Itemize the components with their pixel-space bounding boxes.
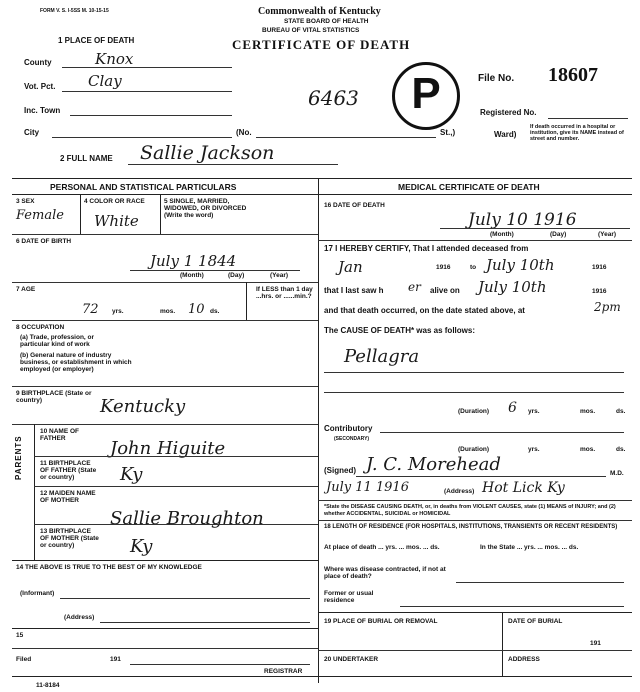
mother-label: 12 MAIDEN NAME OF MOTHER	[40, 490, 96, 504]
father-birthplace-value: Ky	[120, 464, 143, 485]
footer-code: 11-8184	[36, 682, 60, 689]
contributory-label: Contributory	[324, 424, 373, 433]
st-label: St.,)	[440, 128, 456, 137]
handwritten-number: 6463	[308, 86, 359, 110]
former-residence: Former or usual residence	[324, 590, 374, 604]
signed-address-label: (Address)	[444, 488, 475, 495]
filed-year: 191	[110, 656, 121, 663]
full-name-label: 2 FULL NAME	[60, 154, 113, 163]
age-label: 7 AGE	[16, 286, 36, 293]
in-the-state: In the State ... yrs. ... mos. ... ds.	[480, 544, 579, 551]
city-label: City	[24, 128, 40, 137]
attended-to-year: 1916	[592, 264, 607, 271]
cause-label: The CAUSE OF DEATH* was as follows:	[324, 326, 475, 335]
cause-note: *State the DISEASE CAUSING DEATH, or, in deaths from VIOLENT CAUSES, state (1) MEANS of INJURY; and (2) whether ACCIDENTAL, SUICIDAL or HOMICIDAL	[324, 504, 616, 517]
county-label: County	[24, 58, 52, 67]
marital-label: 5 SINGLE, MARRIED, WIDOWED, OR DIVORCED (Write the word)	[164, 198, 247, 219]
signed-date: July 11 1916	[326, 480, 409, 495]
dob-month-label: (Month)	[180, 272, 204, 279]
birthplace-value: Kentucky	[100, 396, 186, 417]
duration-value: 6	[508, 400, 517, 416]
occupation-a: (a) Trade, profession, or particular kind of work	[20, 334, 95, 348]
place-label: 1 PLACE OF DEATH	[58, 36, 135, 45]
certify-label: 17 I HEREBY CERTIFY, That I attended deceased from	[324, 244, 529, 253]
color-label: 4 COLOR OR RACE	[84, 198, 145, 205]
at-place-of-death: At place of death ... yrs. ... mos. ... ds.	[324, 544, 440, 551]
hospital-note: If death occurred in a hospital or institution, give its NAME instead of street and number.	[530, 124, 624, 142]
registered-label: Registered No.	[480, 108, 537, 117]
color-value: White	[94, 212, 139, 230]
sex-value: Female	[16, 208, 64, 223]
dod-year-label: (Year)	[598, 231, 617, 238]
birthplace-label: 9 BIRTHPLACE (State or country)	[16, 390, 92, 404]
dod-day-label: (Day)	[550, 231, 567, 238]
signed-address-value: Hot Lick Ky	[482, 480, 565, 496]
sex-label: 3 SEX	[16, 198, 35, 205]
mother-value: Sallie Broughton	[110, 508, 264, 529]
dob-day-label: (Day)	[228, 272, 245, 279]
age-months-value: 10	[188, 302, 205, 317]
residence-label: 18 LENGTH OF RESIDENCE (FOR HOSPITALS, INSTITUTIONS, TRANSIENTS OR RECENT RESIDENTS)	[324, 524, 618, 530]
undertaker-address-label: ADDRESS	[508, 656, 540, 663]
contributory-mos: mos.	[580, 446, 596, 453]
vot-label: Vot. Pct.	[24, 82, 56, 91]
medical-section-title: MEDICAL CERTIFICATE OF DEATH	[398, 182, 540, 192]
full-name-value: Sallie Jackson	[140, 142, 275, 164]
contributory-duration-label: (Duration)	[458, 446, 490, 453]
occupation-b: (b) General nature of industry business, or establishment in which employed (or employer)	[20, 352, 132, 373]
bureau-title: BUREAU OF VITAL STATISTICS	[262, 27, 360, 34]
registrar-label: REGISTRAR	[264, 668, 303, 675]
informant-title: 14 THE ABOVE IS TRUE TO THE BEST OF MY KNOWLEDGE	[16, 564, 202, 571]
signed-label: (Signed)	[324, 466, 356, 475]
burial-label: 19 PLACE OF BURIAL OR REMOVAL	[324, 618, 438, 625]
age-yrs-label: yrs.	[112, 308, 124, 315]
county-value: Knox	[95, 50, 134, 68]
last-saw-label: that I last saw h	[324, 286, 384, 295]
contributory-yrs: yrs.	[528, 446, 540, 453]
occurred-value: 2pm	[594, 300, 621, 314]
duration-mos: mos.	[580, 408, 596, 415]
mother-birthplace-label: 13 BIRTHPLACE OF MOTHER (State or country)	[40, 528, 99, 549]
stamp-p: P	[392, 62, 460, 130]
alive-on-value: July 10th	[478, 278, 547, 296]
burial-date-label: DATE OF BURIAL	[508, 618, 563, 625]
inc-town-label: Inc. Town	[24, 106, 61, 115]
file-no-value: 18607	[548, 64, 598, 86]
no-label: (No.	[236, 128, 252, 137]
vot-value: Clay	[88, 72, 122, 90]
personal-section-title: PERSONAL AND STATISTICAL PARTICULARS	[50, 182, 237, 192]
parents-label: PARENTS	[14, 435, 23, 480]
form-number: FORM V. S. I-5SS M. 10-15-15	[40, 8, 109, 14]
duration-label: (Duration)	[458, 408, 490, 415]
dob-year-label: (Year)	[270, 272, 289, 279]
father-birthplace-label: 11 BIRTHPLACE OF FATHER (State or country)	[40, 460, 97, 481]
md-label: M.D.	[610, 470, 624, 477]
attended-from-year: 1916	[436, 264, 451, 271]
attended-to-label: to	[470, 264, 477, 271]
cause-value: Pellagra	[344, 346, 420, 367]
alive-on-year: 1916	[592, 288, 607, 295]
burial-year: 191	[590, 640, 601, 647]
dod-month-label: (Month)	[490, 231, 514, 238]
father-value: John Higuite	[110, 438, 226, 459]
dob-value: July 1 1844	[150, 252, 237, 270]
informant-label: (Informant)	[20, 590, 55, 597]
alive-on-label: alive on	[430, 286, 460, 295]
date-of-death-label: 16 DATE OF DEATH	[324, 202, 385, 209]
duration-yrs: yrs.	[528, 408, 540, 415]
secondary-label: (SECONDARY)	[334, 436, 370, 442]
date-of-death-value: July 10 1916	[468, 210, 577, 230]
mother-birthplace-value: Ky	[130, 536, 153, 557]
age-years-value: 72	[82, 302, 99, 317]
attended-to-value: July 10th	[486, 256, 555, 274]
duration-ds: ds.	[616, 408, 626, 415]
age-mos-label: mos.	[160, 308, 176, 315]
board-title: STATE BOARD OF HEALTH	[284, 18, 369, 25]
where-contracted: Where was disease contracted, if not at place of death?	[324, 566, 446, 580]
undertaker-label: 20 UNDERTAKER	[324, 656, 379, 663]
father-label: 10 NAME OF FATHER	[40, 428, 80, 442]
occupation-label: 8 OCCUPATION	[16, 324, 65, 331]
occurred-label: and that death occurred, on the date stated above, at	[324, 306, 525, 315]
dob-label: 6 DATE OF BIRTH	[16, 238, 72, 245]
less-than-label: If LESS than 1 day ...hrs. or ......min.?	[256, 286, 313, 300]
ward-label: Ward)	[494, 130, 517, 139]
filed-label: Filed	[16, 656, 32, 663]
file-no-label: File No.	[478, 73, 515, 84]
age-ds-label: ds.	[210, 308, 220, 315]
last-saw-her: er	[408, 280, 421, 294]
informant-address-label: (Address)	[64, 614, 95, 621]
certificate-title: CERTIFICATE OF DEATH	[232, 37, 411, 52]
attended-from-value: Jan	[338, 258, 363, 276]
commonwealth-title: Commonwealth of Kentucky	[258, 6, 381, 17]
box-15: 15	[16, 632, 24, 639]
signed-value: J. C. Morehead	[366, 454, 501, 475]
contributory-ds: ds.	[616, 446, 626, 453]
